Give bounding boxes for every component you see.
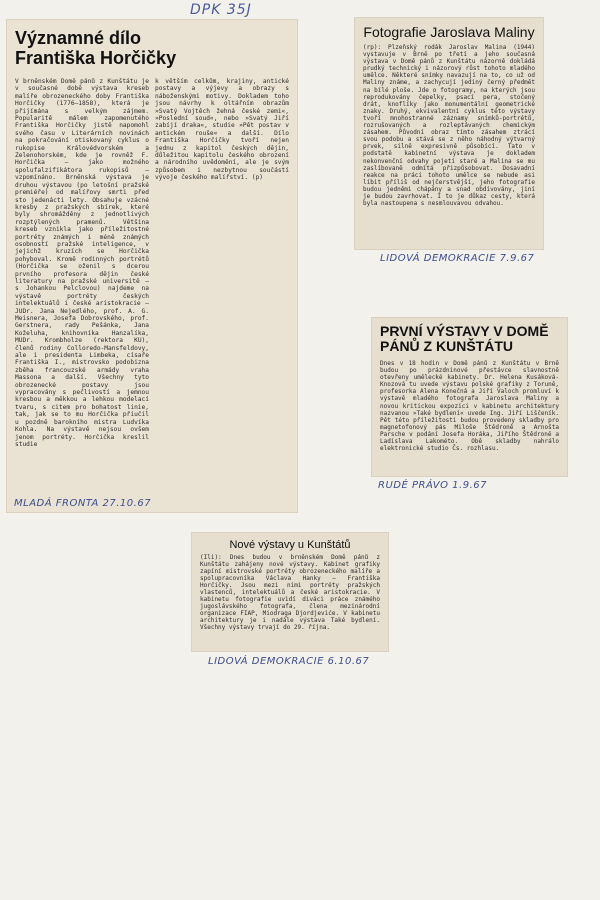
clipping-fotografie-maliny [355,18,543,249]
article-body: (rp): Plzeňský rodák Jaroslav Malina (1944) vystavuje v Brně po třetí a jeho současná výstava v Domě pánů z Kunštátu názorně dokládá prudký technický i názorový růst tohoto mladého umělce. Některé snímky navazují na to, co už od Maliny známe, a zachycují jediný černý předmět na bílé ploše. Jde o fotogramy, na kterých jsou reprodukovány čepelky, psací pera, stočený drát, knoflíky jako monumentální geometrické znaky. Druhý, ekvivalentní cyklus této výstavy tvoří mnohostranné záznamy snímků-portrétů, rozrušovaných a rozleptávaných chemickým zásahem. Původní obraz tímto zásahem ztrácí svou podobu a stává se z něho náhodný výtvarný prvek, silně expresivně působící. Tato v podstatě kabinetní výstava je dokladem nekonvenční odvahy pojetí staré a Malina se mu zaslíbovaně odmítá přizpůsobovat. Dosavadní reakce na práci tohoto umělce se nebude asi líbit příliš od nejčerstvější, jeho fotografie budou jedněmi chápány a snad obdivovány, jiní je budou zavrhovat. I to je důkaz cesty, která byla nastoupena s nesmlouvavou odvahou. [363,44,535,208]
archive-mark: DPK 35J [190,2,252,18]
source-lidova-demokracie-1: LIDOVÁ DEMOKRACIE 7.9.67 [380,253,535,264]
source-lidova-demokracie-2: LIDOVÁ DEMOKRACIE 6.10.67 [208,656,370,667]
article-columns [7,68,297,498]
title-line-2: PÁNŮ Z KUNŠTÁTU [380,338,513,354]
source-mlada-fronta: MLADÁ FRONTA 27.10.67 [14,498,152,509]
clipping-prvni-vystavy [372,318,567,476]
article-body: (Ili): Dnes budou v brněnském Domě pánů z Kunštátu zahájeny nové výstavy. Kabinet grafiky zapíní mistrovské portréty obrozeneckého malíře a spolupracovníka Václava Hanky — Františka Horčičky. Jsou mezi nimi portréty pražských vlastenců, intelektuálů a české aristokracie. V kabinetu fotografie uvidí diváci práce známého jugoslávského fotografa, člena mezinárodní organizace FIAP, Miodraga Djordjeviće. V kabinetu architektury je i nadále výstava Také bydlení. Všechny výstavy trvají do 29. října. [200,554,380,631]
title-line-1: Významné dílo [15,28,142,48]
clipping-title [372,318,567,360]
clipping-nove-vystavy [192,533,388,651]
article-column-1: V brněnském Domě pánů z Kunštátu je v současné době výstava kreseb malíře obrozeneckého doby Františka Horčičky (1776—1858), která je přijímána s velkým zájmem. Popularitě málem zapomenutého Františka Horčičky jistě napomohl svého času v Literárních novinách na pokračování otiskovaný cyklus o rukopise Královédvorském a Zelenohorském, kde je rovněž F. Horčička — jako možného spolufalzifikátora rukopisů — vzpomínáno. Brněnská výstava je druhou výstavou (po letošní pražské premiéře) od malířovy smrti před sto jedenácti lety. Obsahuje vzácné kresby z pražských sbírek, které byly shromážděny z jednotlivých rozptýlených pramenů. Většina kreseb vznikla jako příležitostné portréty známých i méně známých osobností pražské inteligence, v jejichž kruzích se Horčička pohyboval. Kromě rodinných portrétů (Horčička se oženil s dcerou prvního profesora dějin české literatury na pražské universitě — s Johankou Pelclovou) najdeme na výstavě portréty českých intelektuálů i české aristokracie — JUDr. Jana Nejedlého, prof. A. G. Meisnera, Josefa Dobrovského, prof. Gerstnera, rady Pešánka, Jana Koželuha, knihovníka Hanzalíka, MUDr. Krombholze (rektora KU), členů rodiny Colloredo-Mansfeldovy, ale i presidenta Limbeka, císaře Františka I., mistrovsko podobizna zběha francouzské armády vraha Massona a další. Všechny tyto obrozenecké postavy jsou vypracovány s pečlivostí a jemnou kresbou a měkkou a lehkou modelací tvaru, s citem pro bohatost linie, tak, jak se to mu Horčička přiučil u pozdně barokního mistra Ludvíka Kohla. Na výstavě nejsou ovšem jenom portréty. Horčička kreslil studie [15,78,149,448]
clipping-title: Fotografie Jaroslava Maliny [363,24,535,40]
article-body: Dnes v 18 hodin v Domě pánů z Kunštátu v Brně budou po prázdninové přestávce slavnostně otevřeny umělecké kabinety. Dr. Helena Kusáková-Knozová tu uvede výstavu polské grafiky z Toruně, profesorka Alena Konečná a Jiří Valoch promluví k výstavě mladého fotografa Jaroslava Maliny a novou kritickou expozici v kabinetu architektury nazvanou »Také bydlení« uvede Ing. Jiří Liščeník. Pět této příležitosti budou provedeny skladby pro magnetofonový pás Miloše Štědroně a Arnošta Parsche v podání Josefa Horáka, Jiřího Štědroně a Ladislava Lakométo. Obě skladby nahrálo elektronické studio Čs. rozhlasu. [380,360,559,453]
source-rude-pravo: RUDÉ PRÁVO 1.9.67 [378,480,487,491]
clipping-title: Nové výstavy u Kunštátů [229,539,351,551]
title-line-1: PRVNÍ VÝSTAVY V DOMĚ [380,323,549,339]
clipping-title [7,20,297,68]
title-line-2: Františka Horčičky [15,48,177,68]
clipping-vyznamne-dilo [7,20,297,512]
article-column-2: k větším celkům, krajiny, antické postavy a výjevy a obrazy s náboženskými motivy. Dokladem toho jsou návrhy k oltářním obrazům »Svatý Vojtěch žehná české zemi«, »Poslední soud«, nebo »Svatý Jiří zabíjí draka«, studie »Pět postav v antickém rouše« a další. Dílo Františka Horčičky tvoří nejen jednu z kapitol českých dějin, důležitou kapitolu českého obrození a národního uvědomění, ale je svým způsobem i nezbytnou součástí vývoje českého malířství. (p) [155,78,289,182]
